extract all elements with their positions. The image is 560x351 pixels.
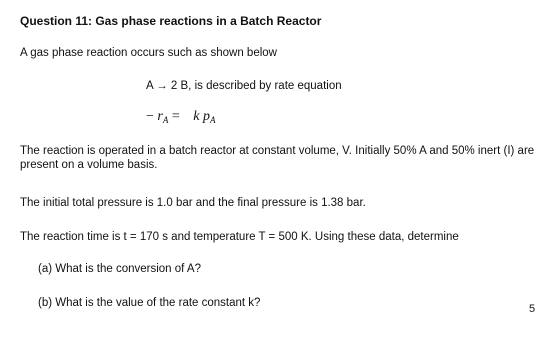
rate-equation bbox=[146, 110, 215, 127]
reaction-equation: A → 2 B, is described by rate equation bbox=[146, 80, 342, 92]
rate-rhs-subscript: A bbox=[209, 115, 216, 125]
page-number: 5 bbox=[529, 303, 536, 315]
question-title: Question 11: Gas phase reactions in a Batch Reactor bbox=[20, 14, 322, 28]
rate-lhs-symbol: r bbox=[157, 109, 163, 124]
rate-rhs-symbol: p bbox=[202, 109, 210, 124]
question-part-b: (b) What is the value of the rate constant k? bbox=[38, 297, 261, 309]
rate-lhs-subscript: A bbox=[162, 115, 169, 125]
question-part-a: (a) What is the conversion of A? bbox=[38, 263, 201, 275]
rate-lhs-sign: − bbox=[146, 109, 158, 124]
paragraph-time-temperature: The reaction time is t = 170 s and temperature T = 500 K. Using these data, determine bbox=[20, 231, 459, 243]
rate-constant: k bbox=[193, 109, 200, 124]
paragraph-reactor-conditions: The reaction is operated in a batch reactor at constant volume, V. Initially 50% A and 50% inert (I) are present on a volume basis. bbox=[20, 145, 535, 171]
paragraph-pressures: The initial total pressure is 1.0 bar and the final pressure is 1.38 bar. bbox=[20, 197, 366, 209]
rate-equals: = bbox=[168, 109, 184, 124]
intro-text: A gas phase reaction occurs such as shown below bbox=[20, 47, 277, 59]
